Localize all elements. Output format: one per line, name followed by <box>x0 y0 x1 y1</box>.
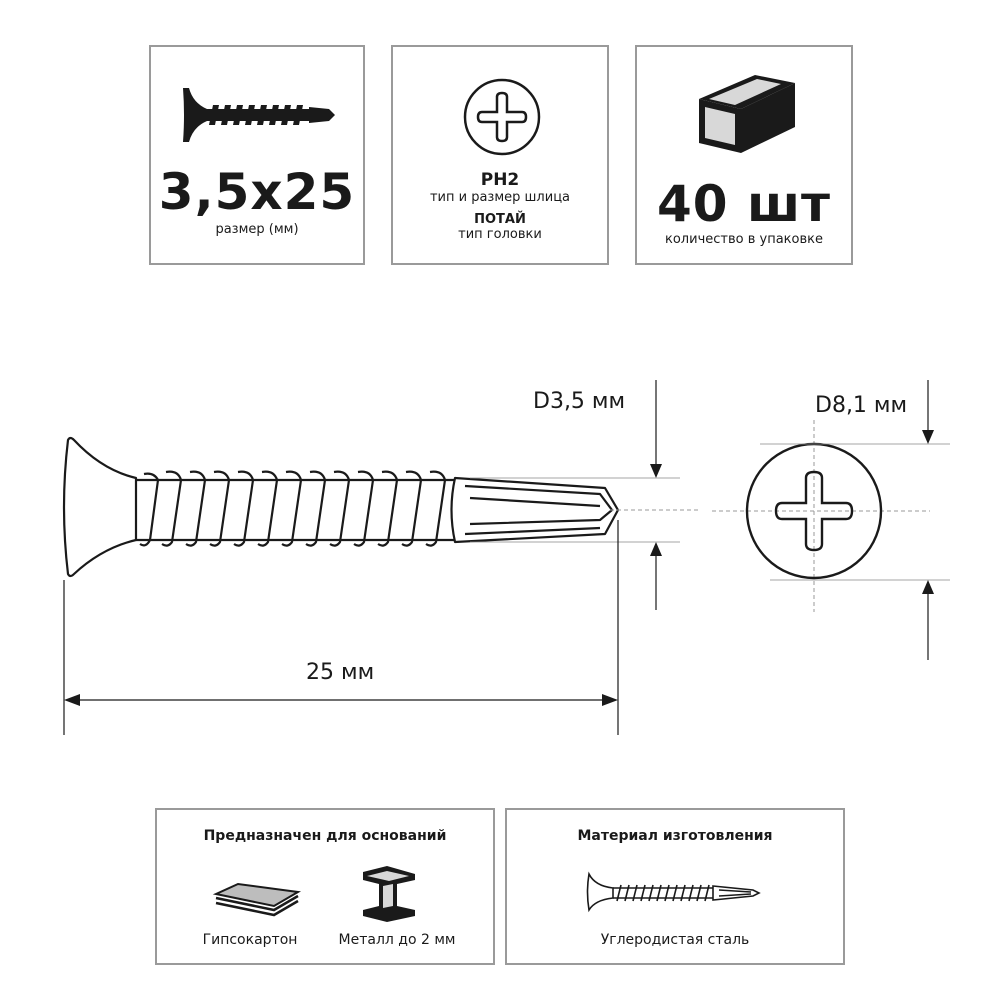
bases-item-drywall-label: Гипсокартон <box>202 932 298 948</box>
thread-diameter-label: D3,5 мм <box>533 389 626 414</box>
material-card <box>505 808 845 965</box>
slot-caption: тип и размер шлица <box>429 190 571 205</box>
screw-side-view <box>64 438 618 576</box>
metal-profile-icon <box>357 862 421 926</box>
head-caption: тип головки <box>458 227 542 242</box>
size-value: 3,5x25 <box>158 163 356 221</box>
screw-head-top-view <box>712 420 930 612</box>
bases-card <box>155 808 495 965</box>
material-label: Углеродистая сталь <box>600 932 750 948</box>
screw-outline-icon <box>585 870 765 914</box>
slot-value: PH2 <box>480 170 520 190</box>
quantity-value: 40 шт <box>656 175 832 233</box>
drywall-sheets-icon <box>212 880 302 920</box>
bases-item-metal-label: Металл до 2 мм <box>338 932 456 948</box>
size-caption: размер (мм) <box>215 222 299 237</box>
bases-title: Предназначен для оснований <box>203 828 447 844</box>
material-title: Материал изготовления <box>577 828 773 844</box>
length-label: 25 мм <box>306 660 375 685</box>
thread-diameter-dimension <box>470 380 680 610</box>
head-value: ПОТАЙ <box>474 212 526 227</box>
quantity-caption: количество в упаковке <box>665 232 823 247</box>
head-diameter-label: D8,1 мм <box>815 393 908 418</box>
length-dimension <box>64 520 618 735</box>
